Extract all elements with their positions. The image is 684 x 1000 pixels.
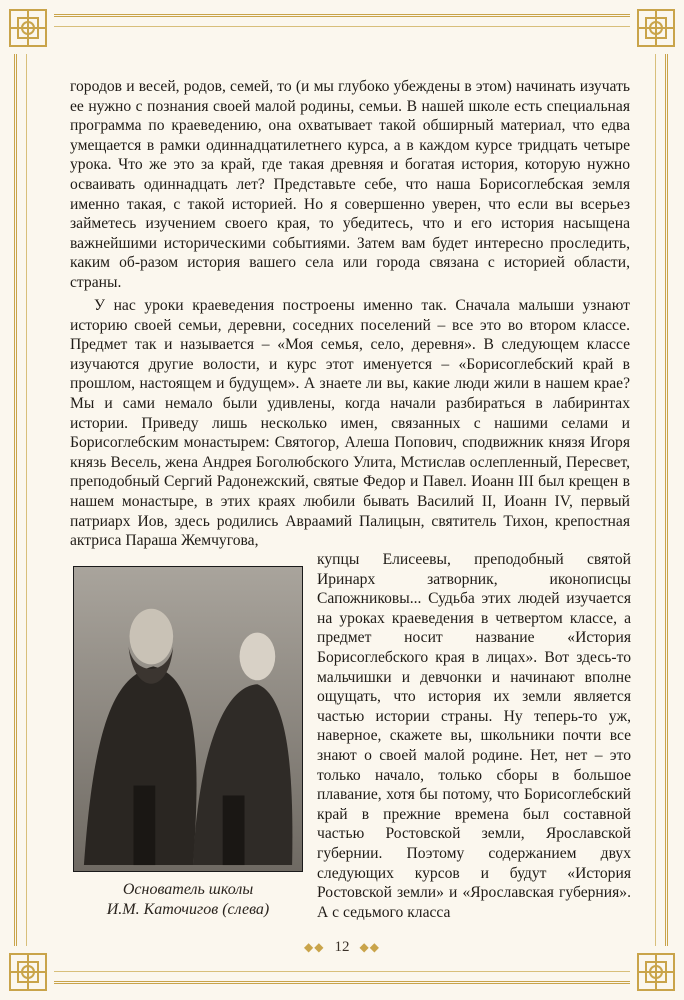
corner-ornament-icon (630, 946, 682, 998)
page-footer (292, 936, 392, 958)
corner-ornament-icon (2, 946, 54, 998)
page-number: 12 (334, 938, 350, 955)
ornament-right-icon: ◆◆ (359, 939, 380, 954)
body-paragraph-1: городов и весей, родов, семей, то (и мы глубоко убеждены в этом) начинать изучать ее нужно с познания своей малой родины, семьи. В нашей школе есть специальная программа по краеведению, она охватывает такой обширный материал, что едва умещается в рамки одиннадцатилетнего курса, а в каждом курсе тридцать четыре урока. Что же это за край, где такая древняя и богатая история, которую нужно осваивать одиннадцать лет? Представьте себе, что наша Борисоглебская земля именно такая, с такой историей. Но я совершенно уверен, что если вы всерьез займетесь изучением своего края, то убедитесь, что и его история насыщена важнейшими историческими событиями. Затем вам будет интересно проследить, каким об-разом история вашего села или города связана с историей области, страны. (70, 78, 630, 291)
ornament-left-icon: ◆◆ (304, 939, 325, 954)
body-paragraph-2: У нас уроки краеведения построены именно так. Сначала малыши узнают историю своей семьи, деревни, соседних поселений – все это во втором классе. Предмет так и называется – «Моя семья, село, деревня». В следующем классе изучаются другие волости, и курс этот именуется – «Борисоглебский край в прошлом, настоящем и будущем». А знаете ли вы, какие люди жили в нашем крае? Мы и сами немало были удивлены, когда начали разбираться в лабиринтах истории. Приведу лишь несколько имен, связанных с нашими селами и Борисоглебским монастырем: Святогор, Алеша Попович, сподвижник князя Игоря князь Весель, жена Андрея Боголюбского Улита, Мстислав ослепленный, Пересвет, преподобный Сергий Радонежский, святые Федор и Павел. Иоанн III был крещен в нашем монастыре, в этих краях любили бывать Василий II, Иоанн IV, первый патриарх Иов, здесь родились Авраамий Палицын, святитель Тихон, крепостная актриса Параша Жемчугова, (70, 297, 630, 549)
body-paragraph-2-continued: купцы Елисеевы, преподобный святой Иринарх затворник, иконописцы Сапожниковы... Судьба этих людей изучается на уроках краеведения в четвертом классе, а предмет носит название «История Борисоглебского края в лицах». Вот здесь-то мальчишки и девчонки и начинают вполне ощущать, что история их земли является частью истории страны. Ну теперь-то уж, наверное, скажете вы, школьники почти все знают о своей малой родине. Нет, нет – это только начало, только сборы в большое плавание, хотя бы потому, что Борисоглебский край в прежние времена был составной частью Ростовской земли, Ярославской губернии. Поэтому содержанием двух следующих курсов и будут «История Ростовской земли» и «Ярославская губерния». А с седьмого класса (317, 551, 631, 920)
historical-photo (73, 566, 303, 872)
corner-ornament-icon (2, 2, 54, 54)
caption-line-2: И.М. Каточигов (слева) (106, 901, 270, 918)
photo-caption (73, 880, 303, 920)
corner-ornament-icon (630, 2, 682, 54)
caption-line-1: Основатель школы (122, 881, 254, 898)
